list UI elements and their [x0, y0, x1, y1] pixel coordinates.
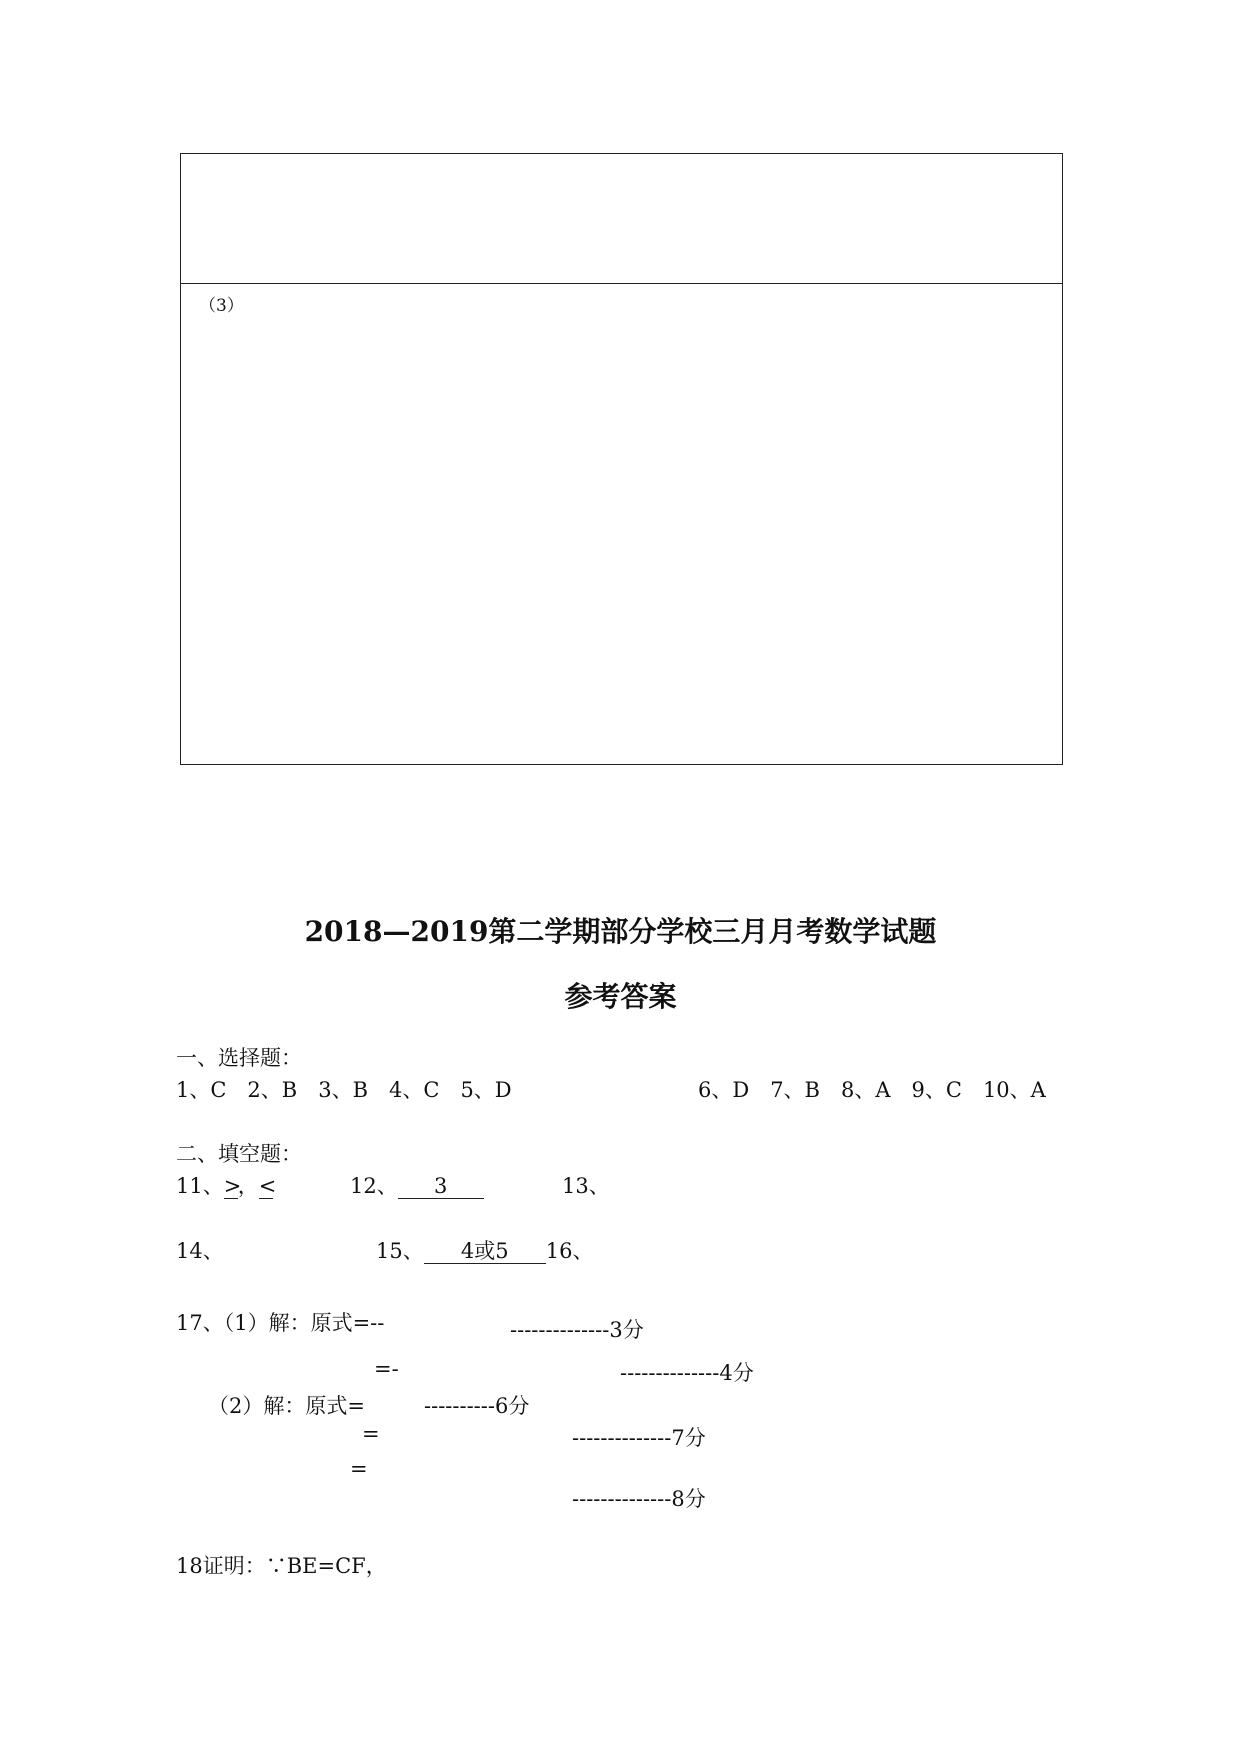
part-3-label: （3） [199, 296, 244, 316]
q16-label: 16、 [545, 1239, 594, 1263]
page-subtitle: 参考答案 [564, 980, 677, 1013]
q17-2-score-7: --------------7分 [572, 1426, 706, 1450]
q17-2-score-8: --------------8分 [572, 1487, 706, 1511]
q13-label: 13、 [562, 1174, 610, 1198]
choice-answers-6-10: 6、D 7、B 8、A 9、C 10、A [698, 1078, 1046, 1102]
q17-2-step-2: = [362, 1422, 380, 1446]
q17-1-score-3: --------------3分 [510, 1318, 644, 1342]
q17-2-score-6: ----------6分 [424, 1394, 530, 1418]
q12-label: 12、 [350, 1174, 398, 1198]
q17-2-step-3: = [350, 1457, 368, 1481]
q17-1-step-1: 17、（1）解：原式=-- [176, 1311, 385, 1335]
q15-answer [376, 1235, 593, 1265]
answer-box [180, 153, 1063, 765]
q11-blank-1: > [223, 1174, 242, 1198]
q12-blank: 3 [398, 1175, 484, 1199]
q11-separator: ， [237, 1174, 259, 1198]
q15-blank: 4或5 [424, 1240, 546, 1264]
q17-2-step-1: （2）解：原式= [208, 1394, 365, 1418]
q17-1-score-4: --------------4分 [620, 1361, 754, 1385]
q11-label: 11、 [176, 1174, 224, 1198]
section-1-heading: 一、选择题： [176, 1046, 302, 1070]
q18-proof: 18证明：∵BE=CF， [176, 1554, 387, 1578]
section-2-heading: 二、填空题： [176, 1142, 302, 1166]
q14-label: 14、 [176, 1239, 224, 1263]
q17-1-step-2: =- [374, 1357, 399, 1381]
q15-label: 15、 [376, 1239, 424, 1263]
choice-answers-1-5: 1、C 2、B 3、B 4、C 5、D [176, 1078, 512, 1102]
q11-blank-2: < [258, 1174, 277, 1198]
page-title: 2018—2019第二学期部分学校三月月考数学试题 [304, 915, 937, 948]
q11-answer [176, 1170, 277, 1200]
box-divider [181, 283, 1062, 284]
q12-answer [350, 1170, 484, 1200]
